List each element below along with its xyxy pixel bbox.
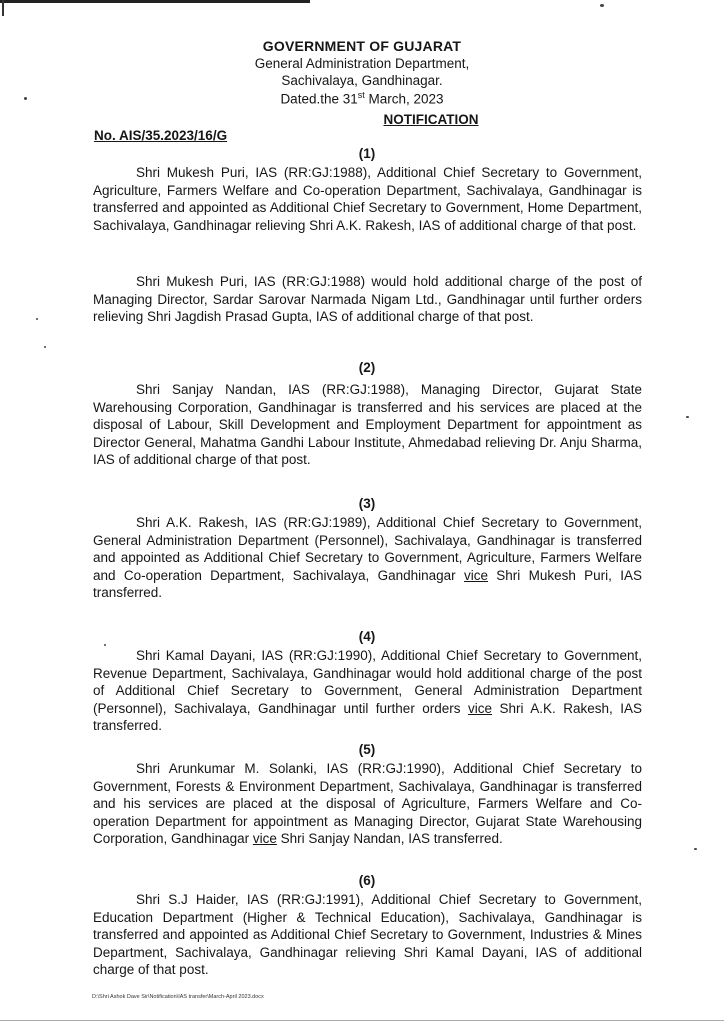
section-number: (4) [358,629,376,644]
section-number: (2) [358,360,376,375]
paragraph-text: Shri Sanjay Nandan, IAS transferred. [276,831,503,847]
date-prefix: Dated.the 31 [280,91,358,107]
section-paragraph [93,514,642,602]
date-superscript: st [357,90,365,100]
section-paragraph: Shri S.J Haider, IAS (RR:GJ:1991), Additional Chief Secretary to Government, Education Department (Higher & Technical Education), Sachivalaya, Gandhinagar is transferred and appointed as Additional Chief Secretary to Government, Industries & Mines Department, Sachivalaya, Gandhinagar relieving Shri Kamal Dayani, IAS of additional charge of that post. [93,892,642,978]
paragraph-text: Shri Mukesh Puri, IAS transferred. [93,567,642,601]
section-number: (1) [358,146,376,161]
section-paragraph: Shri Mukesh Puri, IAS (RR:GJ:1988) would hold additional charge of the post of Managing Director, Sardar Sarovar Narmada Nigam Ltd., Gandhinagar until further orders relieving Shri Jagdish Prasad Gupta, IAS of additional charge of that post. [93,274,642,325]
vice-word: vice [468,700,493,716]
section-paragraph [93,647,642,735]
section-number: (5) [358,742,376,757]
vice-word: vice [463,567,488,583]
section-paragraph: Shri Mukesh Puri, IAS (RR:GJ:1988), Additional Chief Secretary to Government, Agriculture, Farmers Welfare and Co-operation Department, Sachivalaya, Gandhinagar is transferred and appointed as Additional Chief Secretary to Government, Home Department, Sachivalaya, Gandhinagar relieving Shri A.K. Rakesh, IAS of additional charge of that post. [93,165,642,233]
paragraph-text: Shri A.K. Rakesh, IAS (RR:GJ:1989), Additional Chief Secretary to Government, General Administration Department (Personnel), Sachivalaya, Gandhinagar is transferred and appointed as Additional Chief Secretary to Government, Agriculture, Farmers Welfare and Co-operation Department, Sachivalaya, Gandhinagar [93,515,642,583]
scan-edge-bottom [0,1020,724,1021]
notification-title-row [0,112,724,127]
department-line: General Administration Department, [254,56,470,71]
section-paragraph: Shri Sanjay Nandan, IAS (RR:GJ:1988), Managing Director, Gujarat State Warehousing Corporation, Gandhinagar is transferred and his services are placed at the disposal of Labour, Skill Development and Employment Department for appointment as Director General, Mahatma Gandhi Labour Institute, Ahmedabad relieving Dr. Anju Sharma, IAS of additional charge of that post. [93,382,642,468]
scan-speck [44,346,46,348]
order-number: No. AIS/35.2023/16/G [94,128,228,143]
scan-edge-left [2,0,4,16]
section-number: (3) [358,496,376,511]
notification-title: NOTIFICATION [383,112,479,127]
location-line: Sachivalaya, Gandhinagar. [281,73,443,88]
paragraph-text: Shri Arunkumar M. Solanki, IAS (RR:GJ:1990), Additional Chief Secretary to Government, Forests & Environment Department, Sachivalaya, Gandhinagar is transferred and his services are placed at the disposal of Agriculture, Farmers Welfare and Co-operation Department for appointment as Managing Director, Gujarat State Warehousing Corporation, Gandhinagar [93,761,642,847]
government-heading: GOVERNMENT OF GUJARAT [262,38,462,54]
vice-word: vice [252,831,277,847]
paragraph-text: Shri Kamal Dayani, IAS (RR:GJ:1990), Additional Chief Secretary to Government, Revenue Department, Sachivalaya, Gandhinagar would hold additional charge of the post of Additional Chief Secretary to Government, General Administration Department (Personnel), Sachivalaya, Gandhinagar until further orders [93,648,642,716]
scan-speck [600,4,604,7]
scan-speck [694,848,697,850]
file-path-footer: D:\Shri Ashok Dave Sir\Notification\IAS transfer\March-April 2023.docx [92,994,264,1000]
section-number: (6) [358,873,376,888]
section-paragraph [93,760,642,848]
paragraph-text: Shri A.K. Rakesh, IAS transferred. [93,700,642,734]
scan-edge-top [0,0,310,3]
date-line [0,90,724,107]
scan-speck [686,416,689,418]
scan-speck [36,318,38,320]
date-suffix: March, 2023 [364,91,444,107]
scan-speck [104,644,106,646]
